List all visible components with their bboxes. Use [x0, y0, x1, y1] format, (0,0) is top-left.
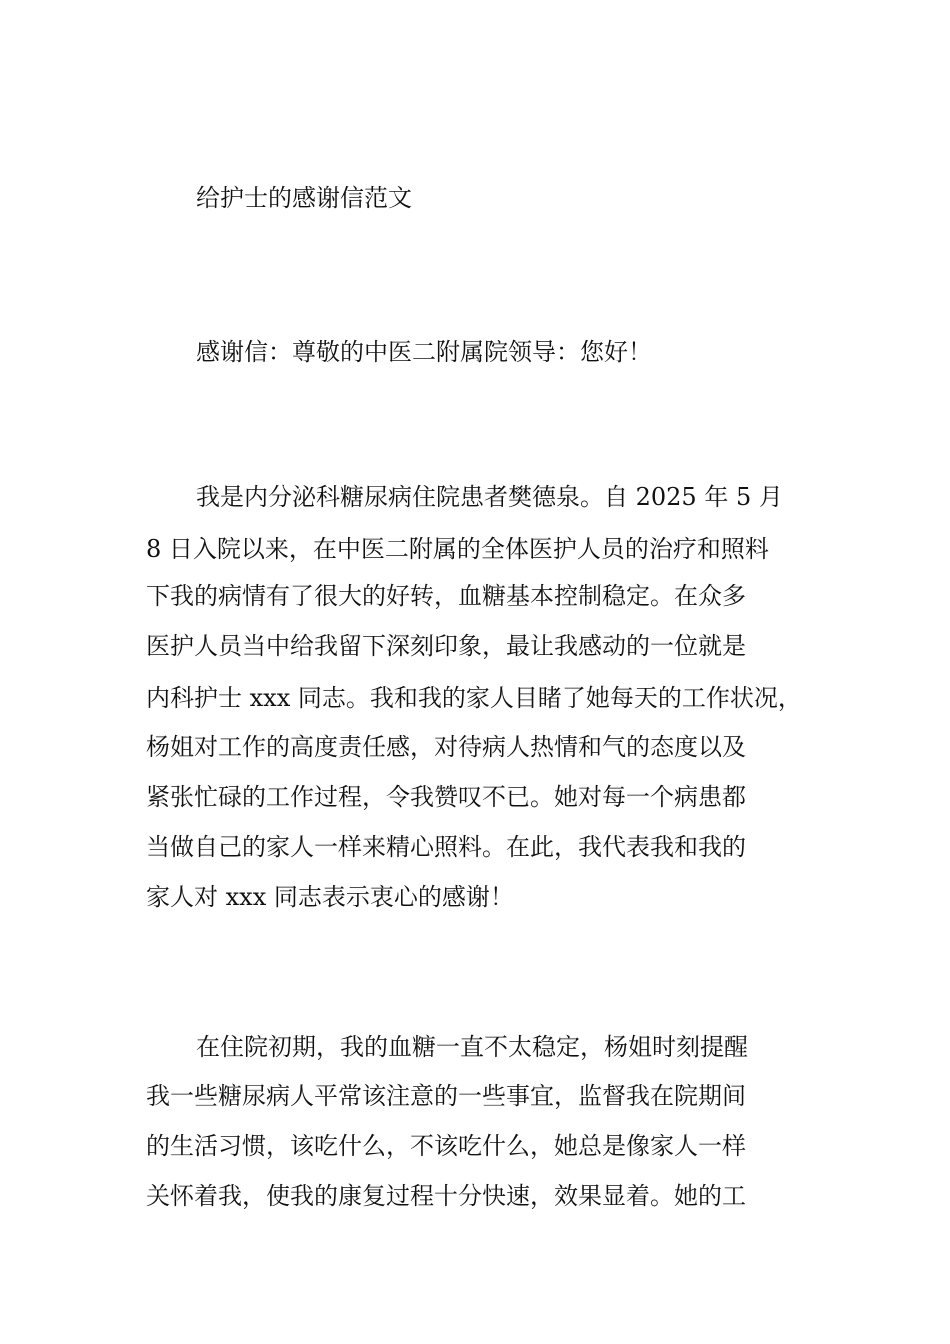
paragraph-1-line-4: 医护人员当中给我留下深刻印象，最让我感动的一位就是 — [146, 632, 746, 660]
paragraph-2-line-1: 在住院初期，我的血糖一直不太稳定，杨姐时刻提醒 — [196, 1033, 748, 1061]
paragraph-1-line-3: 下我的病情有了很大的好转，血糖基本控制稳定。在众多 — [146, 582, 746, 610]
paragraph-1-line-7: 紧张忙碌的工作过程，令我赞叹不已。她对每一个病患都 — [146, 783, 746, 811]
letter-greeting: 感谢信：尊敬的中医二附属院领导：您好！ — [196, 338, 652, 366]
paragraph-1-line-6: 杨姐对工作的高度责任感，对待病人热情和气的态度以及 — [146, 733, 746, 761]
paragraph-2-line-3: 的生活习惯，该吃什么，不该吃什么，她总是像家人一样 — [146, 1132, 746, 1160]
paragraph-1-line-9: 家人对 xxx 同志表示衷心的感谢！ — [146, 883, 514, 911]
paragraph-1-line-2: 8 日入院以来，在中医二附属的全体医护人员的治疗和照料 — [146, 535, 769, 563]
paragraph-2-line-4: 关怀着我，使我的康复过程十分快速，效果显着。她的工 — [146, 1182, 746, 1210]
document-title: 给护士的感谢信范文 — [196, 184, 412, 212]
paragraph-1-line-1: 我是内分泌科糖尿病住院患者樊德泉。自 2025 年 5 月 — [196, 483, 783, 511]
paragraph-2-line-2: 我一些糖尿病人平常该注意的一些事宜，监督我在院期间 — [146, 1082, 746, 1110]
paragraph-1-line-5: 内科护士 xxx 同志。我和我的家人目睹了她每天的工作状况， — [146, 684, 802, 712]
paragraph-1-line-8: 当做自己的家人一样来精心照料。在此，我代表我和我的 — [146, 833, 746, 861]
